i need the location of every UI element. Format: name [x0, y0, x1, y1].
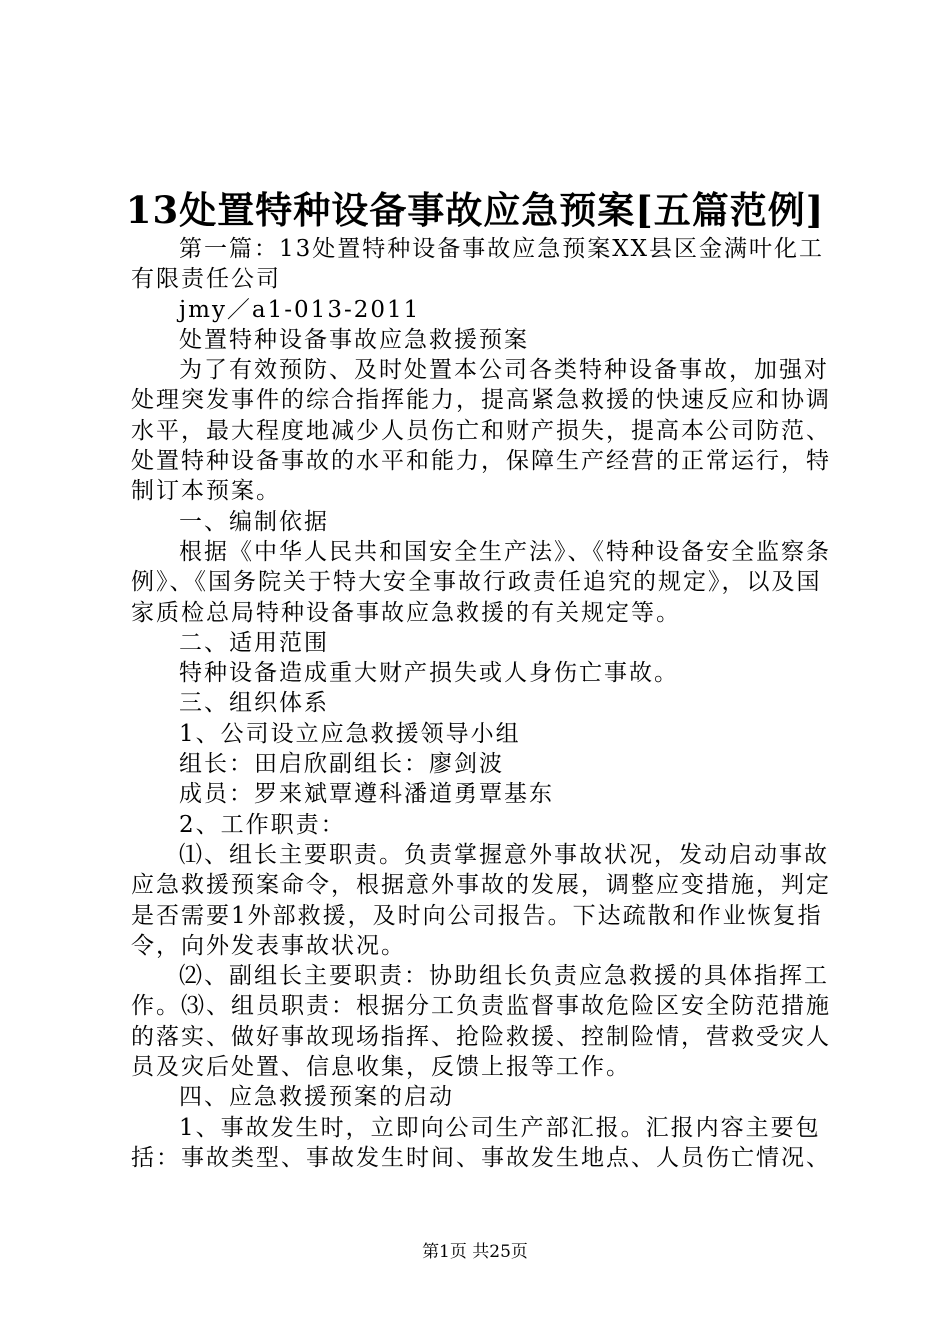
document-title: 13处置特种设备事故应急预案[五篇范例] — [125, 188, 825, 232]
paragraph: 1、公司设立应急救援领导小组 — [179, 720, 521, 747]
paragraph: 2、工作职责： — [179, 811, 346, 838]
section-heading: 二、适用范围 — [179, 629, 329, 656]
paragraph: 组长：田启欣副组长：廖剑波 — [179, 751, 504, 778]
paragraph: 为了有效预防、及时处置本公司各类特种设备事故，加强对处理突发事件的综合指挥能力，提高紧急救援的快速反应和协调水平，最大程度地减少人员伤亡和财产损失，提高本公司防范、处置特种设备事故的水平和能力，保障生产经营的正常运行，特制订本预案。 — [131, 357, 831, 505]
paragraph: 1、事故发生时，立即向公司生产部汇报。汇报内容主要包括：事故类型、事故发生时间、事故发生地点、人员伤亡情况、 — [131, 1114, 831, 1171]
paragraph: 第一篇：13处置特种设备事故应急预案XX县区金满叶化工有限责任公司 — [131, 236, 825, 293]
page-number: 第1页 共25页 — [422, 1242, 528, 1262]
section-heading: 四、应急救援预案的启动 — [179, 1084, 454, 1111]
paragraph: 特种设备造成重大财产损失或人身伤亡事故。 — [179, 660, 679, 687]
section-heading: 三、组织体系 — [179, 690, 329, 717]
document-body — [131, 234, 831, 1173]
paragraph: 根据《中华人民共和国安全生产法》、《特种设备安全监察条例》、《国务院关于特大安全事故行政责任追究的规定》，以及国家质检总局特种设备事故应急救援的有关规定等。 — [131, 538, 831, 626]
paragraph: 成员：罗来斌覃遵科潘道勇覃基东 — [179, 781, 554, 808]
section-heading: 一、编制依据 — [179, 508, 329, 535]
paragraph: ⑵、副组长主要职责：协助组长负责应急救援的具体指挥工作。⑶、组员职责：根据分工负责监督事故危险区安全防范措施的落实、做好事故现场指挥、抢险救援、控制险情，营救受灾人员及灾后处置、信息收集，反馈上报等工作。 — [131, 963, 831, 1081]
paragraph: jmy／a1-013-2011 — [179, 296, 421, 323]
paragraph: ⑴、组长主要职责。负责掌握意外事故状况，发动启动事故应急救援预案命令，根据意外事故的发展，调整应变措施，判定是否需要1外部救援，及时向公司报告。下达疏散和作业恢复指令，向外发表事故状况。 — [131, 841, 831, 959]
paragraph: 处置特种设备事故应急救援预案 — [179, 326, 529, 353]
